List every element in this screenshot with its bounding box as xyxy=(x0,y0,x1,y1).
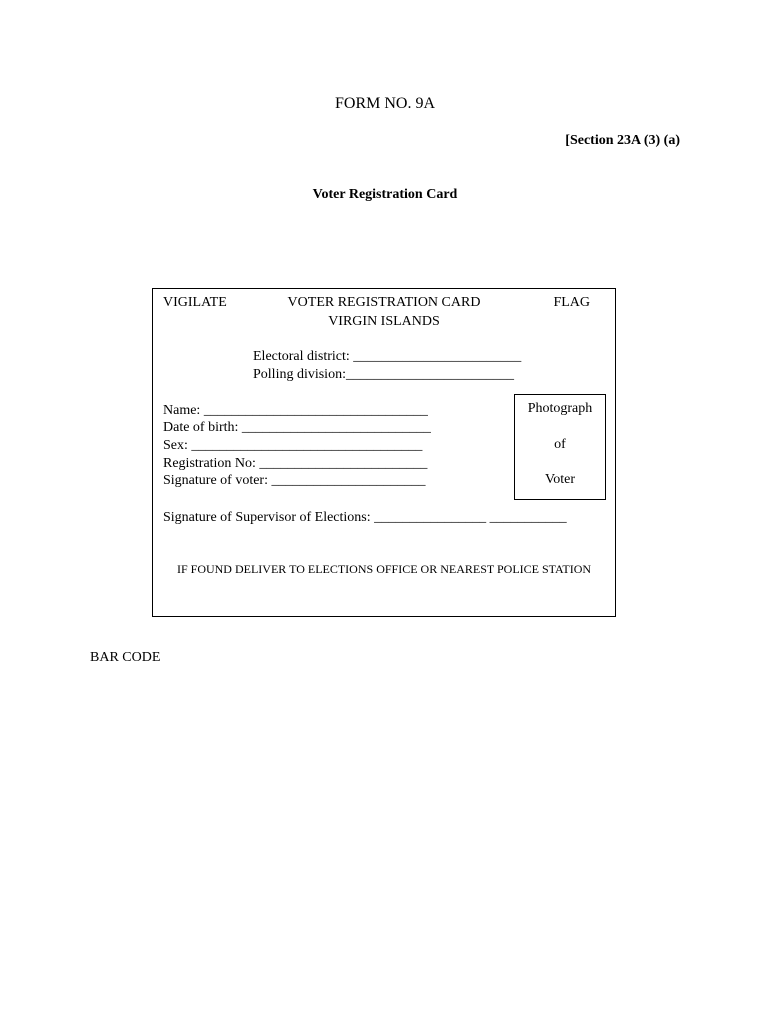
flag-label: FLAG xyxy=(553,295,590,310)
card-title: VOTER REGISTRATION CARD xyxy=(287,295,481,310)
if-found-notice: IF FOUND DELIVER TO ELECTIONS OFFICE OR NEAREST POLICE STATION xyxy=(176,562,592,576)
photo-label-line2: of xyxy=(554,437,566,452)
date-of-birth-field: Date of birth: ___________________________ xyxy=(163,420,431,435)
electoral-district-field: Electoral district: ________________________ xyxy=(253,349,522,364)
document-title: Voter Registration Card xyxy=(312,187,458,202)
name-field: Name: ________________________________ xyxy=(163,403,428,418)
bar-code-label: BAR CODE xyxy=(90,650,161,665)
photograph-box xyxy=(514,394,606,500)
sex-field: Sex: _________________________________ xyxy=(163,438,423,453)
form-number: FORM NO. 9A xyxy=(334,95,435,112)
supervisor-signature-field: Signature of Supervisor of Elections: ________________ ___________ xyxy=(163,510,567,525)
registration-number-field: Registration No: ________________________ xyxy=(163,456,428,471)
voter-signature-field: Signature of voter: ______________________ xyxy=(163,473,426,488)
card-motto: VIGILATE xyxy=(163,295,227,310)
card-country: VIRGIN ISLANDS xyxy=(328,314,440,329)
photo-label-line3: Voter xyxy=(544,472,576,487)
section-reference: [Section 23A (3) (a) xyxy=(565,133,680,148)
polling-division-field: Polling division:________________________ xyxy=(253,367,514,382)
voter-registration-card xyxy=(152,288,616,617)
photo-label-line1: Photograph xyxy=(527,401,593,416)
